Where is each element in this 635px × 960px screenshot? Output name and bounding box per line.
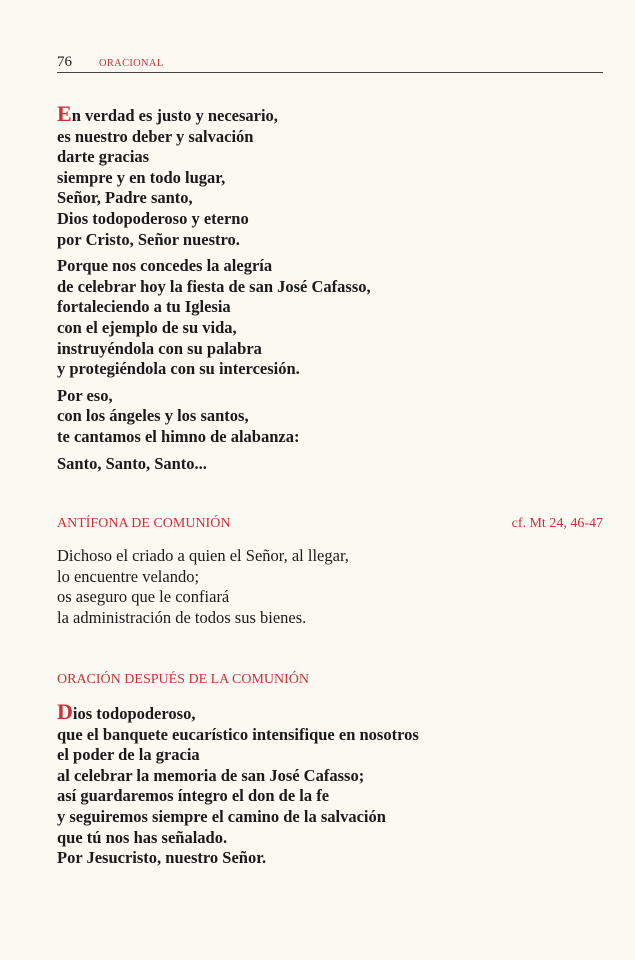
- prayer-line-rest: ios todopoderoso,: [72, 704, 196, 723]
- antiphon-line: os aseguro que le confiará: [57, 587, 230, 607]
- preface-line: y protegiéndola con su intercesión.: [57, 359, 300, 379]
- prayer-line: al celebrar la memoria de san José Cafasso;: [57, 765, 365, 785]
- preface-stanza: [57, 454, 371, 475]
- sanctus-line: Santo, Santo, Santo...: [57, 453, 207, 473]
- preface-line: Señor, Padre santo,: [57, 188, 193, 208]
- prayer-line: y seguiremos siempre el camino de la salvación: [57, 806, 386, 826]
- preface-stanza: [57, 256, 371, 380]
- scripture-reference: cf. Mt 24, 46-47: [511, 516, 603, 531]
- running-title: ORACIONAL: [99, 58, 164, 69]
- post-communion-text: [57, 699, 419, 869]
- page-header: [57, 54, 603, 74]
- preface-stanza: [57, 386, 371, 448]
- post-communion-heading: ORACIÓN DESPUÉS DE LA COMUNIÓN: [57, 672, 310, 687]
- preface-stanza: [57, 101, 371, 250]
- antiphon-line: Dichoso el criado a quien el Señor, al llegar,: [57, 546, 349, 565]
- preface-line: con los ángeles y los santos,: [57, 406, 249, 426]
- preface-line: es nuestro deber y salvación: [57, 126, 254, 146]
- drop-cap: D: [57, 699, 73, 724]
- prayer-line: Por Jesucristo, nuestro Señor.: [57, 848, 267, 868]
- communion-antiphon-heading: ANTÍFONA DE COMUNIÓN: [57, 516, 231, 531]
- preface-line: [57, 101, 371, 127]
- preface-line: con el ejemplo de su vida,: [57, 317, 237, 337]
- prayer-line: así guardaremos íntegro el don de la fe: [57, 786, 330, 806]
- header-rule: [57, 72, 603, 73]
- antiphon-line: la administración de todos sus bienes.: [57, 607, 307, 627]
- antiphon-line: lo encuentre velando;: [57, 566, 200, 586]
- preface-line: instruyéndola con su palabra: [57, 338, 262, 358]
- preface-line: siempre y en todo lugar,: [57, 167, 226, 187]
- preface-line: de celebrar hoy la fiesta de san José Cafasso,: [57, 276, 371, 296]
- page-number: 76: [57, 54, 72, 70]
- preface-line: por Cristo, Señor nuestro.: [57, 229, 240, 249]
- preface-line: fortaleciendo a tu Iglesia: [57, 297, 231, 317]
- preface-line: Porque nos concedes la alegría: [57, 256, 273, 276]
- prayer-line: que el banquete eucarístico intensifique en nosotros: [57, 724, 419, 744]
- prayer-line: [57, 699, 419, 725]
- preface-line: darte gracias: [57, 147, 150, 167]
- preface-line: te cantamos el himno de alabanza:: [57, 426, 300, 446]
- preface-line: Dios todopoderoso y eterno: [57, 208, 249, 228]
- preface-line-rest: n verdad es justo y necesario,: [71, 106, 278, 125]
- prayer-line: el poder de la gracia: [57, 745, 200, 765]
- preface-line: Por eso,: [57, 385, 113, 405]
- prayer-line: que tú nos has señalado.: [57, 827, 228, 847]
- preface-text: [57, 101, 371, 480]
- drop-cap: E: [57, 101, 72, 126]
- communion-antiphon-text: [57, 546, 349, 628]
